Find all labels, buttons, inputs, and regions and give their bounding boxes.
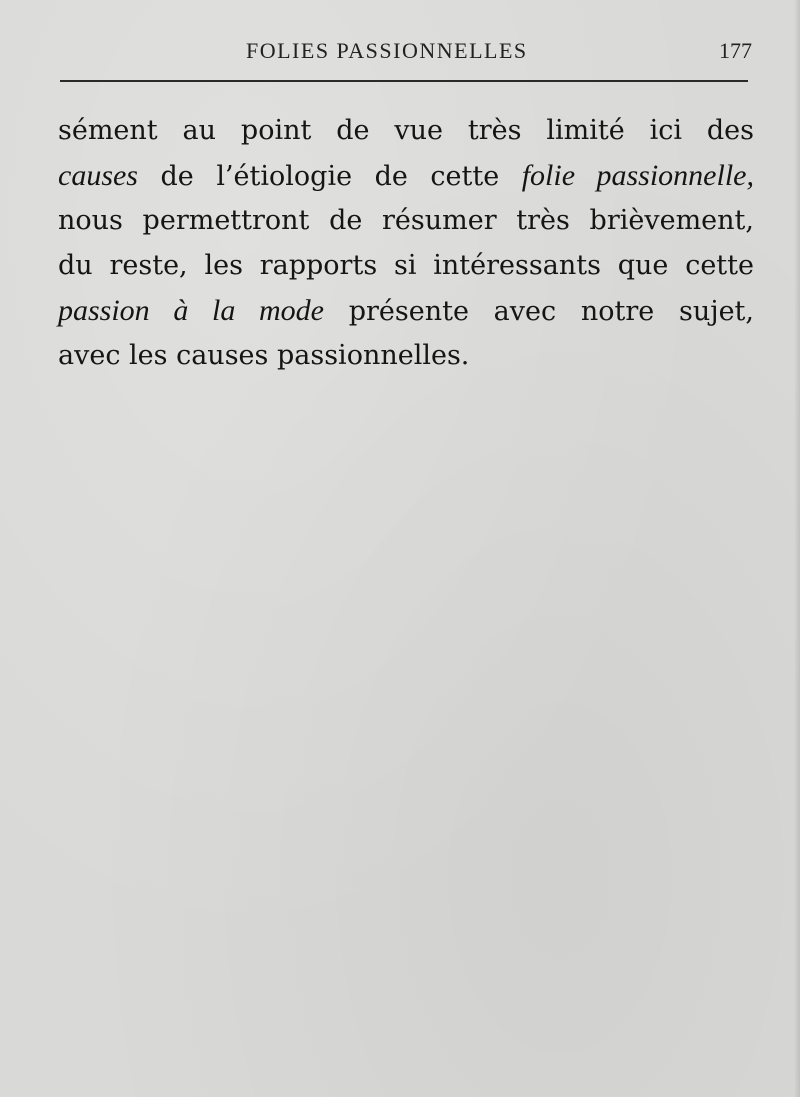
running-head (60, 38, 752, 70)
text-line (58, 243, 754, 288)
text-run: nous permettront de résumer très brièvement, (58, 205, 754, 236)
text-line (58, 333, 754, 378)
text-line (58, 198, 754, 243)
text-run: sément au point de vue très limité ici des (58, 115, 754, 146)
body-paragraph (58, 108, 754, 378)
text-line (58, 108, 754, 153)
page-edge-shadow (794, 0, 800, 1097)
text-run-italic: folie passionnelle, (521, 159, 754, 192)
text-line (58, 288, 754, 333)
running-title: FOLIES PASSIONNELLES (246, 38, 528, 63)
text-run: de l’étiologie de cette (137, 161, 522, 192)
text-line (58, 153, 754, 198)
text-run: du reste, les rapports si intéressants que cette (58, 250, 754, 281)
text-run: présente avec notre sujet, (323, 296, 754, 327)
page-number: 177 (719, 38, 752, 63)
text-run-italic: passion à la mode (58, 294, 324, 327)
header-rule (60, 80, 748, 82)
text-run: avec les causes passionnelles. (58, 340, 470, 371)
text-run-italic: causes (58, 159, 138, 192)
